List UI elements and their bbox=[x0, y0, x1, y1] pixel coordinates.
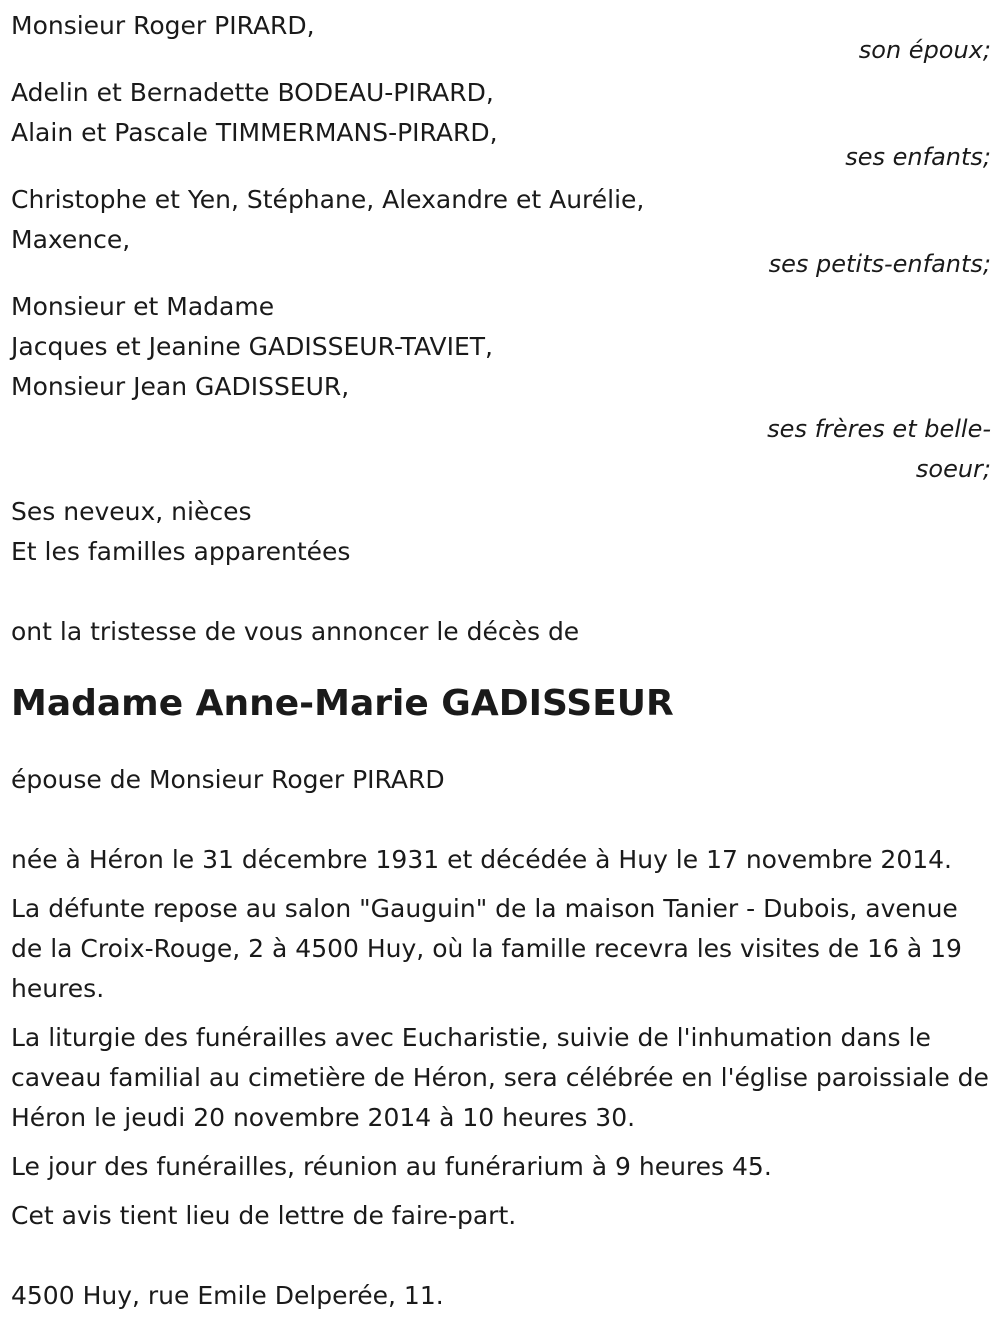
deceased-name: Madame Anne-Marie GADISSEUR bbox=[11, 683, 674, 724]
family-line: Alain et Pascale TIMMERMANS-PIRARD, bbox=[11, 118, 498, 147]
family-line: Monsieur Jean GADISSEUR, bbox=[11, 372, 350, 401]
family-group-spouse bbox=[11, 6, 991, 70]
family-line: Adelin et Bernadette BODEAU-PIRARD, bbox=[11, 78, 494, 107]
spacer bbox=[11, 800, 991, 840]
viewing-paragraph: La défunte repose au salon "Gauguin" de la maison Tanier - Dubois, avenue de la Croix-Rouge, 2 à 4500 Huy, où la famille recevra les visites de 16 à 19 heures. bbox=[11, 894, 962, 1003]
family-group-children bbox=[11, 73, 991, 177]
spacer bbox=[11, 734, 991, 760]
family-group-grandchildren bbox=[11, 180, 991, 284]
family-line: Ses neveux, nièces bbox=[11, 497, 252, 526]
relationship-label: ses petits-enfants; bbox=[768, 250, 991, 278]
relationship-label: ses frères et belle- bbox=[767, 415, 991, 443]
family-line: Maxence, bbox=[11, 225, 131, 254]
family-line: Monsieur et Madame bbox=[11, 292, 275, 321]
birth-death-paragraph: née à Héron le 31 décembre 1931 et décédée à Huy le 17 novembre 2014. bbox=[11, 845, 953, 874]
details-section bbox=[11, 840, 991, 1236]
obituary-notice bbox=[11, 6, 991, 1316]
family-line: Et les familles apparentées bbox=[11, 537, 351, 566]
address-text: 4500 Huy, rue Emile Delperée, 11. bbox=[11, 1281, 444, 1310]
family-line: Jacques et Jeanine GADISSEUR-TAVIET, bbox=[11, 332, 494, 361]
spacer bbox=[11, 652, 991, 674]
spacer bbox=[11, 1245, 991, 1276]
spouse-of-text: épouse de Monsieur Roger PIRARD bbox=[11, 765, 445, 794]
family-line: Christophe et Yen, Stéphane, Alexandre et Aurélie, bbox=[11, 185, 645, 214]
spacer bbox=[11, 572, 991, 612]
notice-paragraph: Cet avis tient lieu de lettre de faire-part. bbox=[11, 1201, 517, 1230]
family-group-siblings bbox=[11, 287, 991, 489]
gathering-paragraph: Le jour des funérailles, réunion au funérarium à 9 heures 45. bbox=[11, 1152, 772, 1181]
relationship-label-continued: soeur; bbox=[915, 455, 991, 483]
family-line: Monsieur Roger PIRARD, bbox=[11, 11, 315, 40]
announcement-text: ont la tristesse de vous annoncer le décès de bbox=[11, 617, 580, 646]
family-group-others bbox=[11, 492, 991, 572]
relationship-label: ses enfants; bbox=[845, 143, 991, 171]
relationship-label: son époux; bbox=[858, 36, 991, 64]
liturgy-paragraph: La liturgie des funérailles avec Eucharistie, suivie de l'inhumation dans le caveau familial au cimetière de Héron, sera célébrée en l'église paroissiale de Héron le jeudi 20 novembre 2014 à 10 heures 30. bbox=[11, 1023, 989, 1132]
